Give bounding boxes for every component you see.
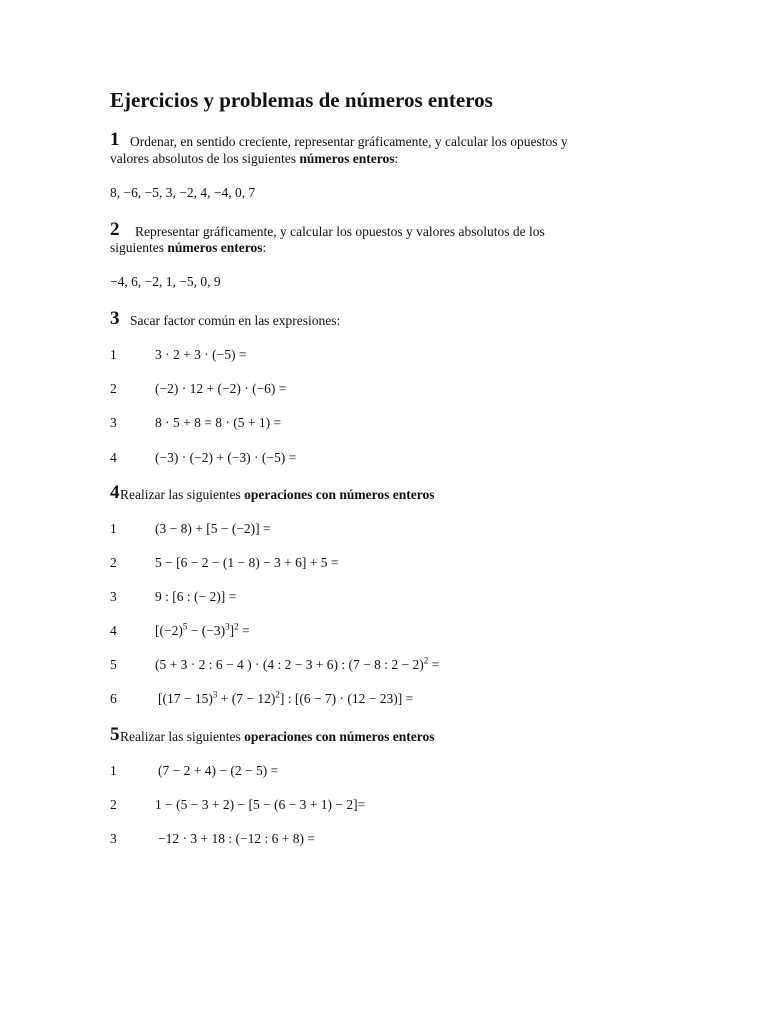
list-item-number: 1 bbox=[110, 347, 117, 362]
list-item-number: 2 bbox=[110, 381, 117, 396]
expression: (−2) · 12 + (−2) · (−6) = bbox=[155, 381, 287, 396]
bold-term: operaciones con números enteros bbox=[244, 487, 435, 502]
expression: (7 − 2 + 4) − (2 − 5) = bbox=[158, 763, 279, 778]
expression: $[(17 - 15)^3 + (7 - 12)^2]$ : [(6 − 7) · (12 − 23)] = bbox=[158, 689, 414, 706]
expression: 3 · 2 + 3 · (−5) = bbox=[155, 347, 247, 362]
section-5-number: 5 bbox=[110, 724, 120, 745]
expression: −12 · 3 + 18 : (−12 : 6 + 8) = bbox=[158, 831, 315, 846]
section-1-number: 1 bbox=[110, 129, 120, 150]
section-1-line-1: Ordenar, en sentido creciente, representar gráficamente, y calcular los opuestos y bbox=[130, 134, 568, 149]
section-3-text: Sacar factor común en las expresiones: bbox=[130, 313, 341, 328]
expression: 9 : [6 : (− 2)] = bbox=[155, 589, 237, 604]
expression: (3 − 8) + [5 − (−2)] = bbox=[155, 521, 271, 536]
list-item-number: 4 bbox=[110, 623, 117, 638]
section-1-line-2: valores absolutos de los siguientes números enteros: bbox=[110, 151, 399, 166]
expression: (−3) · (−2) + (−3) · (−5) = bbox=[155, 450, 297, 465]
bold-term: números enteros bbox=[167, 240, 263, 255]
list-item-number: 6 bbox=[110, 691, 117, 706]
list-item-number: 3 bbox=[110, 415, 117, 430]
list-item-number: 3 bbox=[110, 589, 117, 604]
list-item-number: 3 bbox=[110, 831, 117, 846]
section-4-text: Realizar las siguientes operaciones con números enteros bbox=[120, 487, 435, 502]
list-item-number: 1 bbox=[110, 763, 117, 778]
bold-term: operaciones con números enteros bbox=[244, 729, 435, 744]
expression: 1 − (5 − 3 + 2) − [5 − (6 − 3 + 1) − 2]= bbox=[155, 797, 366, 812]
list-item-number: 4 bbox=[110, 450, 117, 465]
section-1-number-list: 8, −6, −5, 3, −2, 4, −4, 0, 7 bbox=[110, 185, 256, 200]
page-title: Ejercicios y problemas de números enteros bbox=[110, 88, 493, 112]
expression: $[(-2)^5 - (-3)^3]^2$ = bbox=[155, 621, 250, 638]
expression: 5 − [6 − 2 − (1 − 8) − 3 + 6] + 5 = bbox=[155, 555, 339, 570]
section-2-number-list: −4, 6, −2, 1, −5, 0, 9 bbox=[110, 274, 221, 289]
section-2-line-1: Representar gráficamente, y calcular los opuestos y valores absolutos de los bbox=[135, 224, 545, 239]
section-2-line-2: siguientes números enteros: bbox=[110, 240, 267, 255]
section-3-number: 3 bbox=[110, 308, 120, 329]
expression: (5 + 3 · 2 : 6 − 4 ) · (4 : 2 − 3 + 6) : (7 − 8 : 2 − 2)$^2$ = bbox=[155, 655, 440, 672]
section-2-number: 2 bbox=[110, 219, 120, 240]
bold-term: números enteros bbox=[299, 151, 395, 166]
list-item-number: 2 bbox=[110, 555, 117, 570]
expression: 8 · 5 + 8 = 8 · (5 + 1) = bbox=[155, 415, 282, 430]
section-5-text: Realizar las siguientes operaciones con números enteros bbox=[120, 729, 435, 744]
list-item-number: 2 bbox=[110, 797, 117, 812]
list-item-number: 1 bbox=[110, 521, 117, 536]
list-item-number: 5 bbox=[110, 657, 117, 672]
section-4-number: 4 bbox=[110, 482, 120, 503]
